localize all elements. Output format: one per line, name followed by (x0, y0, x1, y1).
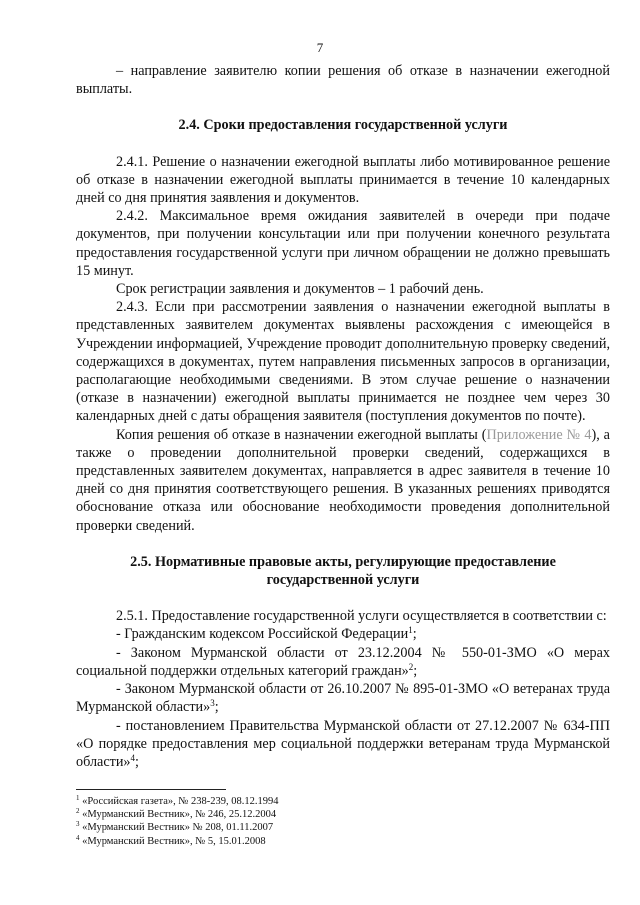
legal-act-tail: ; (135, 753, 139, 770)
footnote-ref: 2 (408, 661, 414, 672)
paragraph-2-4-2: 2.4.2. Максимальное время ожидания заявителей в очереди при подаче документов, при получении консультации или при получении конечного результата предоставления государственной услуги при личном обращении не должно превышать 15 минут. (76, 208, 610, 279)
footnote-number: 4 (76, 833, 80, 842)
legal-act-text: - Законом Мурманской области от 23.12.2004 № 550-01-ЗМО «О мерах социальной поддержки отдельных категорий граждан» (76, 644, 610, 679)
paragraph-2-5-1: 2.5.1. Предоставление государственной услуги осуществляется в соответствии с: (116, 608, 607, 625)
section-2-5-heading (76, 553, 610, 589)
footnote-number: 1 (76, 794, 80, 802)
footnote (76, 835, 610, 848)
paragraph-registration-term: Срок регистрации заявления и документов – 1 рабочий день. (116, 281, 484, 298)
legal-act-item (76, 717, 610, 772)
lead-paragraph: – направление заявителю копии решения об отказе в назначении ежегодной выплаты. (76, 63, 610, 98)
legal-act-text: - постановлением Правительства Мурманской области от 27.12.2007 № 634-ПП «О порядке предоставления мер социальной поддержки ветеранам труда Мурманской области» (76, 717, 610, 770)
footnote-ref: 1 (408, 625, 413, 636)
footnote-text: «Мурманский Вестник», № 5, 15.01.2008 (82, 835, 266, 847)
refusal-copy-text-start: Копия решения об отказе в назначении ежегодной выплаты ( (116, 426, 487, 443)
section-2-5-heading-line1: 2.5. Нормативные правовые акты, регулирующие предоставление (130, 553, 556, 570)
legal-act-text: - Гражданским кодексом Российской Федерации (116, 626, 409, 643)
footnote-text: «Мурманский Вестник» № 208, 01.11.2007 (82, 822, 274, 834)
footnote-ref: 3 (210, 698, 215, 709)
footnote-ref: 4 (130, 752, 136, 763)
refusal-copy-text-end: ), а также о проведении дополнительной проверки сведений, содержащихся в представленных заявителем документах, направляется в адрес заявителя в течение 10 дней со дня принятия соответствующего решения. В указанных решениях приводятся обоснование отказа или обоснование необходимости проведения дополнительной проверки сведений. (76, 426, 610, 534)
section-2-4-heading: 2.4. Сроки предоставления государственной услуги (178, 117, 508, 134)
footnote (76, 821, 610, 834)
page-number: 7 (316, 40, 324, 55)
page-body (76, 62, 610, 771)
paragraph-refusal-copy (76, 426, 610, 535)
legal-act-item (76, 680, 610, 716)
footnote (76, 808, 610, 821)
section-2-5-heading-line2: государственной услуги (266, 572, 420, 589)
footnote-number: 2 (76, 807, 80, 816)
appendix-4-link[interactable]: Приложение № 4 (486, 426, 592, 443)
footnote-text: «Российская газета», № 238-239, 08.12.1994 (82, 796, 279, 807)
paragraph-2-4-3: 2.4.3. Если при рассмотрении заявления о назначении ежегодной выплаты в представленных заявителем документах выявлены расхождения с имеющейся в Учреждении информацией, Учреждение проводит дополнительную проверку сведений, содержащихся в документах, путем направления письменных запросов в организации, располагающие необходимыми сведениями. В этом случае решение о назначении (отказе в назначении) ежегодной выплаты принимается не позднее чем через 30 календарных дней с даты обращения заявителя (поступления документов по почте). (76, 299, 610, 425)
footnote (76, 795, 610, 808)
legal-act-text: - Законом Мурманской области от 26.10.2007 № 895-01-ЗМО «О ветеранах труда Мурманской области» (76, 681, 610, 716)
legal-act-item (76, 644, 610, 680)
paragraph-2-4-1: 2.4.1. Решение о назначении ежегодной выплаты либо мотивированное решение об отказе в назначении ежегодной выплаты принимается в течение 10 календарных дней со дня принятия заявления и документов. (76, 153, 610, 207)
legal-act-item (76, 625, 610, 643)
footnote-separator (76, 789, 226, 790)
footnotes (76, 795, 610, 848)
legal-act-tail: ; (413, 662, 418, 679)
footnote-number: 3 (76, 820, 80, 829)
legal-act-tail: ; (214, 699, 219, 716)
footnote-text: «Мурманский Вестник», № 246, 25.12.2004 (82, 809, 277, 821)
legal-act-tail: ; (412, 626, 417, 643)
